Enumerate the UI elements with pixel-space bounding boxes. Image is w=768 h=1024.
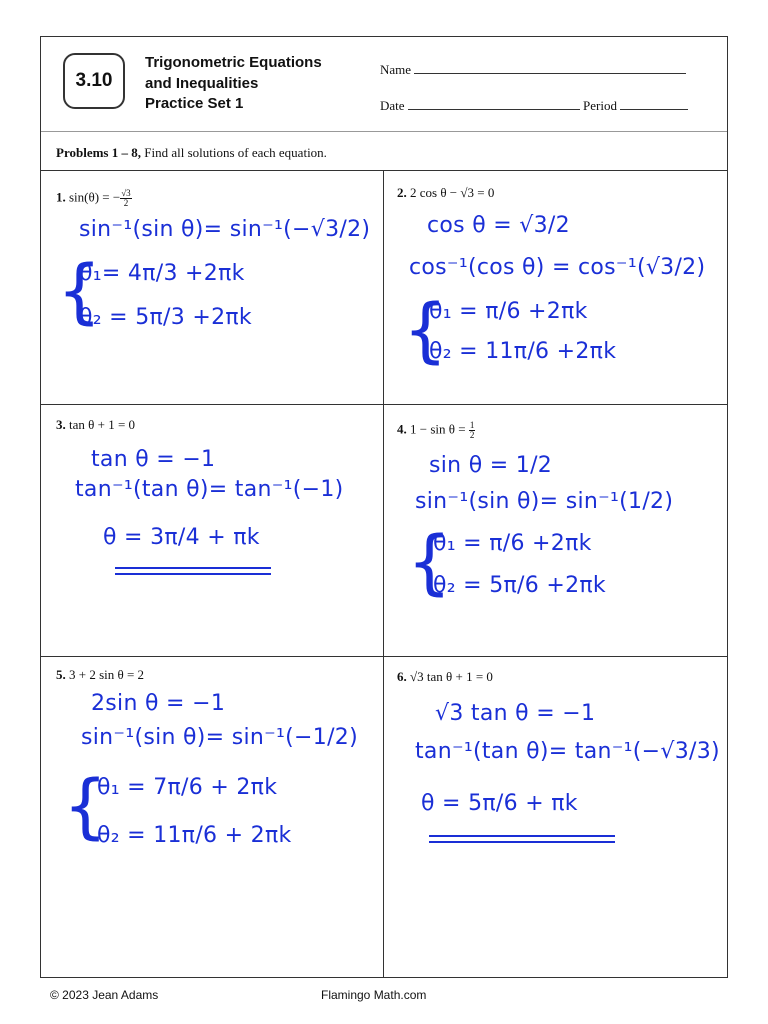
- answer-underline: [115, 573, 271, 575]
- work-line: 2sin θ = −1: [91, 691, 226, 716]
- work-line: √3 tan θ = −1: [435, 701, 596, 726]
- problem-6-equation: [397, 669, 493, 685]
- solution-line: θ₂ = 11π/6 +2πk: [429, 339, 617, 364]
- equation-fraction: $\frac{√3}{2}$: [121, 188, 131, 208]
- equation-text: 3 + 2 sin θ = 2: [69, 667, 145, 682]
- work-line: tan θ = −1: [91, 447, 216, 472]
- problem-number: 4.: [397, 421, 407, 437]
- work-line: tan⁻¹(tan θ)= tan⁻¹(−1): [75, 477, 344, 502]
- problem-3-equation: [56, 417, 135, 433]
- equation-fraction: $\frac{1}{2}$: [469, 420, 475, 440]
- footer-site[interactable]: Flamingo Math.com: [321, 988, 427, 1002]
- title-line: and Inequalities: [145, 74, 259, 92]
- solution-line: θ = 5π/6 + πk: [421, 791, 578, 816]
- grid-row-rule: [41, 656, 727, 657]
- grid-top-rule: [41, 170, 727, 171]
- problem-1-equation: [56, 189, 132, 208]
- work-line: sin⁻¹(sin θ)= sin⁻¹(−√3/2): [79, 217, 371, 242]
- brace-icon: {: [57, 250, 102, 332]
- brace-icon: {: [63, 765, 108, 847]
- date-field[interactable]: [380, 97, 688, 114]
- answer-underline: [429, 841, 615, 843]
- solution-line: θ₂ = 5π/6 +2πk: [433, 573, 606, 598]
- equation-text: tan θ + 1 = 0: [69, 417, 136, 432]
- work-line: sin θ = 1/2: [429, 453, 553, 478]
- equation-text: sin(θ) = −: [69, 189, 121, 205]
- title-line: Practice Set 1: [145, 95, 244, 112]
- header-divider: [41, 131, 727, 132]
- work-line: tan⁻¹(tan θ)= tan⁻¹(−√3/3): [415, 739, 720, 764]
- brace-icon: {: [403, 289, 448, 371]
- answer-underline: [429, 835, 615, 837]
- work-line: cos⁻¹(cos θ) = cos⁻¹(√3/2): [409, 255, 706, 280]
- problem-2-equation: [397, 185, 494, 201]
- section-badge: 3.10: [63, 53, 125, 109]
- solution-line: θ₂ = 11π/6 + 2πk: [97, 823, 292, 848]
- problem-number: 6.: [397, 669, 407, 684]
- brace-icon: {: [407, 521, 452, 603]
- period-line[interactable]: [620, 97, 688, 110]
- grid-column-rule: [383, 171, 384, 977]
- name-line[interactable]: [414, 61, 686, 74]
- problem-4-equation: [397, 421, 475, 440]
- worksheet-page: [40, 36, 728, 978]
- date-label: Date: [380, 98, 405, 113]
- problem-5-equation: [56, 667, 144, 683]
- footer-copyright: © 2023 Jean Adams: [50, 988, 159, 1002]
- name-field[interactable]: [380, 61, 686, 78]
- solution-line: θ₂ = 5π/3 +2πk: [79, 305, 252, 330]
- problem-number: 5.: [56, 667, 66, 682]
- period-label: Period: [583, 98, 617, 113]
- problem-number: 3.: [56, 417, 66, 432]
- instructions-text: Find all solutions of each equation.: [140, 145, 327, 160]
- solution-line: θ₁ = π/6 +2πk: [429, 299, 588, 324]
- problem-number: 2.: [397, 185, 407, 200]
- work-line: sin⁻¹(sin θ)= sin⁻¹(−1/2): [81, 725, 358, 750]
- work-line: sin⁻¹(sin θ)= sin⁻¹(1/2): [415, 489, 674, 514]
- answer-underline: [115, 567, 271, 569]
- equation-text: 2 cos θ − √3 = 0: [410, 185, 495, 200]
- name-label: Name: [380, 62, 412, 77]
- solution-line: θ₁= 4π/3 +2πk: [79, 261, 245, 286]
- equation-text: √3 tan θ + 1 = 0: [410, 669, 493, 684]
- worksheet-title: [145, 53, 375, 115]
- equation-text: 1 − sin θ =: [410, 421, 469, 437]
- problem-number: 1.: [56, 189, 66, 205]
- date-line[interactable]: [408, 97, 580, 110]
- solution-line: θ₁ = 7π/6 + 2πk: [97, 775, 278, 800]
- instructions: [56, 145, 327, 161]
- solution-line: θ = 3π/4 + πk: [103, 525, 260, 550]
- grid-row-rule: [41, 404, 727, 405]
- solution-line: θ₁ = π/6 +2πk: [433, 531, 592, 556]
- instructions-bold: Problems 1 – 8,: [56, 145, 141, 160]
- title-line: Trigonometric Equations: [145, 54, 322, 71]
- work-line: cos θ = √3/2: [427, 213, 570, 238]
